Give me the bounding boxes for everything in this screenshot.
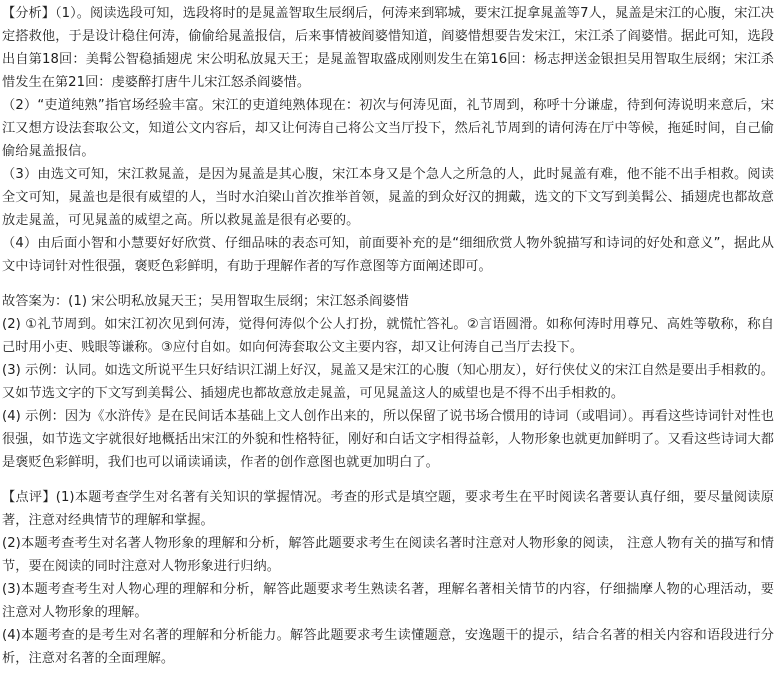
- comment-section: [2, 486, 774, 670]
- comment-paragraph-2: (2)本题考查考生对名著人物形象的理解和分析，解答此题要求考生在阅读名著时注意对人物形象的阅读， 注意人物有关的描写和情节，要在阅读的同时注意对人物形象进行归纳。: [2, 536, 774, 574]
- comment-paragraph-3: (3)本题考查考生对人物心理的理解和分析，解答此题要求考生熟读名著，理解名著相关情节的内容，仔细揣摩人物的心理活动，要注意对人物形象的理解。: [2, 582, 774, 620]
- section-spacer: [2, 474, 774, 486]
- analysis-paragraph-3: （3）由选文可知，宋江救晁盖，是因为晁盖是其心腹，宋江本身又是个急人之所急的人，此时晁盖有难，他不能不出手相救。阅读全文可知，晁盖也是很有威望的人，当时水泊梁山首次推举首领，晁盖的到众好汉的拥戴，选文的下文写到美髯公、插翅虎也都故意放走晁盖，可见晁盖的威望之高。所以救晁盖是很有必要的。: [2, 167, 774, 228]
- comment-paragraph-4: (4)本题考查的是考生对名著的理解和分析能力。解答此题要求考生读懂题意，安逸题干的提示，结合名著的相关内容和语段进行分析，注意对名著的全面理解。: [2, 628, 774, 666]
- analysis-paragraph-4: （4）由后面小智和小慧要好好欣赏、仔细品味的表态可知，前面要补充的是“细细欣赏人物外貌描写和诗词的好处和意义”，据此从文中诗词针对性很强，褒贬色彩鲜明，有助于理解作者的写作意图等方面阐述即可。: [2, 236, 774, 274]
- comment-paragraph-1: 【点评】(1)本题考查学生对名著有关知识的掌握情况。考查的形式是填空题，要求考生在平时阅读名著要认真仔细，要尽量阅读原著，注意对经典情节的理解和掌握。: [2, 490, 774, 528]
- answer-section: [2, 290, 774, 474]
- answer-line-1: 故答案为：(1) 宋公明私放晁天王；吴用智取生辰纲；宋江怒杀阎婆惜: [2, 294, 409, 309]
- analysis-section: [2, 2, 774, 278]
- answer-paragraph-3: (3) 示例：认同。如选文所说平生只好结识江湖上好汉，晁盖又是宋江的心腹（知心朋友），好行侠仗义的宋江自然是要出手相救的。又如节选文字的下文写到美髯公、插翅虎也都故意放走晁盖，可见晁盖这人的威望也是不得不出手相救的。: [2, 363, 774, 401]
- analysis-paragraph-1: 【分析】（1）。阅读选段可知，选段将时的是晁盖智取生辰纲后，何涛来到郓城，要宋江捉拿晁盖等7人，晁盖是宋江的心腹，宋江决定搭救他，于是设计稳住何涛，偷偷给晁盖报信，后来事情被阎婆惜知道，阎婆惜想要告发宋江，宋江杀了阎婆惜。据此可知，选段出自第18回：美髯公智稳插翅虎 宋公明私放晁天王；是晁盖智取盛成刚则发生在第16回：杨志押送金银担吴用智取生辰纲；宋江杀惜发生在第21回：虔婆醉打唐牛儿宋江怒杀阎婆惜。: [2, 6, 774, 90]
- answer-paragraph-2: (2) ①礼节周到。如宋江初次见到何涛，觉得何涛似个公人打扮，就慌忙答礼。②言语圆滑。如称何涛时用尊兄、高姓等敬称，称自己时用小吏、贱眼等谦称。③应付自如。如向何涛套取公文主要内容，却又让何涛自己当厅去投下。: [2, 317, 774, 355]
- analysis-paragraph-2: （2）“吏道纯熟”指官场经验丰富。宋江的吏道纯熟体现在：初次与何涛见面，礼节周到，称呼十分谦虚，待到何涛说明来意后，宋江又想方设法套取公文，知道公文内容后，却又让何涛自己将公文当厅投下，然后礼节周到的请何涛在厅中等候，拖延时间，自己偷偷给晁盖报信。: [2, 98, 774, 159]
- answer-paragraph-4: (4) 示例：因为《水浒传》是在民间话本基础上文人创作出来的，所以保留了说书场合惯用的诗词（或唱词）。再看这些诗词针对性也很强，如节选文字就很好地概括出宋江的外貌和性格特征，刚好和白话文字相得益彰，人物形象也就更加鲜明了。又看这些诗词大都是褒贬色彩鲜明，我们也可以诵读诵读，作者的创作意图也就更加明白了。: [2, 409, 774, 470]
- answer-explanation-document: [2, 2, 774, 670]
- section-spacer: [2, 278, 774, 290]
